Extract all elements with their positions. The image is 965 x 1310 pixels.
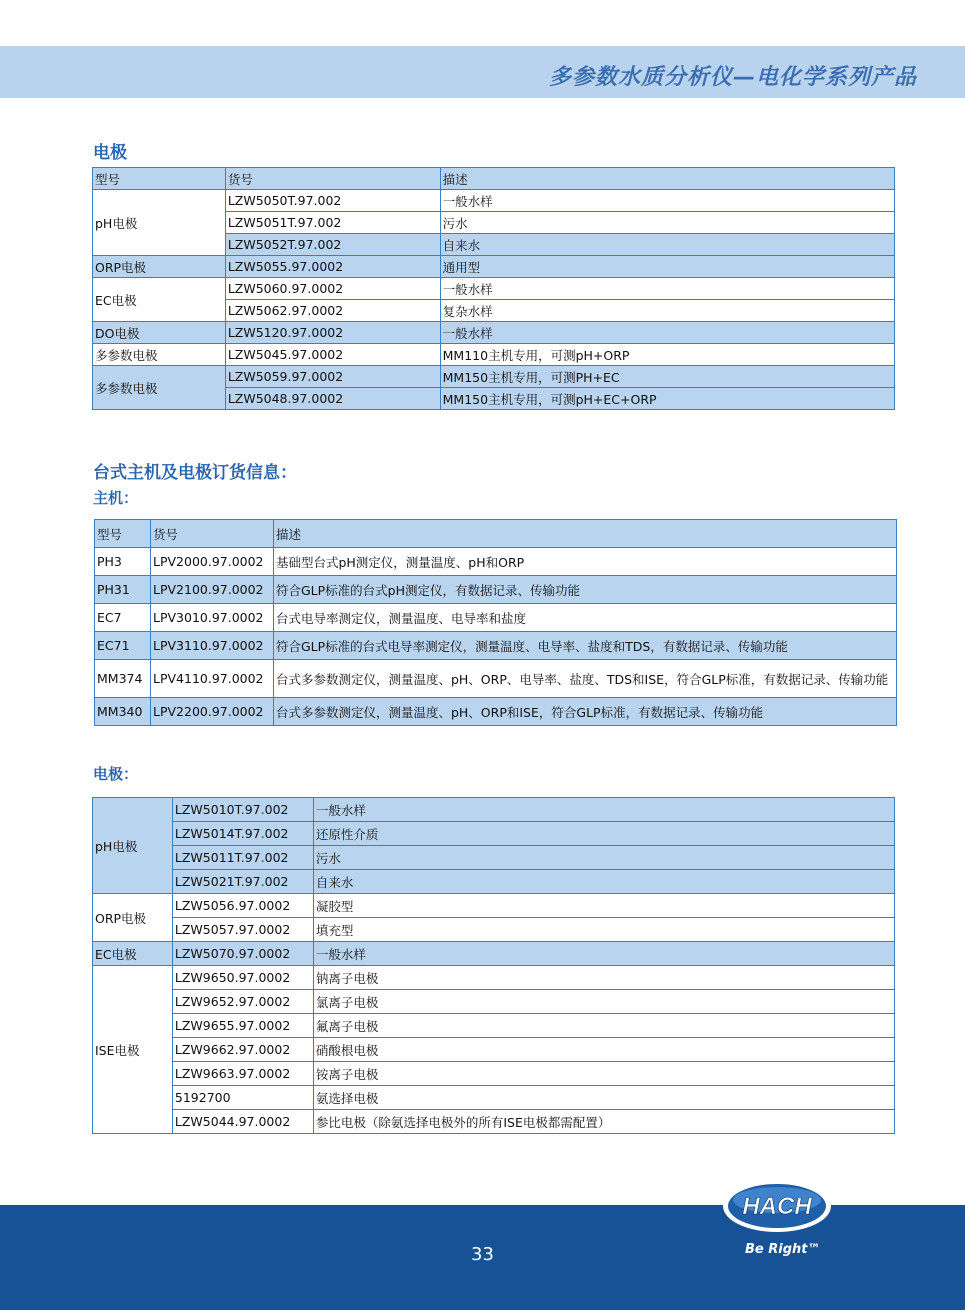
table-row — [93, 278, 895, 300]
header-model: 型号 — [93, 168, 226, 190]
table-row — [93, 1110, 895, 1134]
partno-cell: LZW5059.97.0002 — [225, 366, 440, 388]
table-header-row — [95, 520, 897, 548]
desc-cell: 通用型 — [440, 256, 894, 278]
partno-cell: LPV2200.97.0002 — [150, 698, 273, 726]
desc-cell: 复杂水样 — [440, 300, 894, 322]
header-desc: 描述 — [273, 520, 896, 548]
desc-cell: 自来水 — [313, 870, 894, 894]
desc-cell: 凝胶型 — [313, 894, 894, 918]
partno-cell: LZW5010T.97.002 — [172, 798, 313, 822]
table-row — [93, 1038, 895, 1062]
header-partno: 货号 — [150, 520, 273, 548]
desc-cell: 符合GLP标准的台式pH测定仪，有数据记录、传输功能 — [273, 576, 896, 604]
model-cell: 多参数电极 — [93, 366, 226, 410]
model-cell: MM340 — [95, 698, 151, 726]
model-cell: PH3 — [95, 548, 151, 576]
table-row — [95, 604, 897, 632]
desc-cell: MM150主机专用，可测PH+EC — [440, 366, 894, 388]
partno-cell: LZW5070.97.0002 — [172, 942, 313, 966]
table-row — [93, 1086, 895, 1110]
partno-cell: 5192700 — [172, 1086, 313, 1110]
desc-cell: 氨选择电极 — [313, 1086, 894, 1110]
partno-cell: LZW5057.97.0002 — [172, 918, 313, 942]
partno-cell: LZW5052T.97.002 — [225, 234, 440, 256]
table-row — [93, 918, 895, 942]
model-cell: EC71 — [95, 632, 151, 660]
slogan: Be Right™ — [745, 1242, 821, 1257]
model-cell: pH电极 — [93, 190, 226, 256]
table-row — [93, 846, 895, 870]
desc-cell: 符合GLP标准的台式电导率测定仪，测量温度、电导率、盐度和TDS，有数据记录、传输功能 — [273, 632, 896, 660]
model-cell: ISE电极 — [93, 966, 173, 1134]
desc-cell: 基础型台式pH测定仪，测量温度、pH和ORP — [273, 548, 896, 576]
table-row — [93, 1014, 895, 1038]
table-row — [93, 256, 895, 278]
model-cell: MM374 — [95, 660, 151, 698]
section2-title: 台式主机及电极订货信息： — [93, 463, 297, 483]
model-cell: ORP电极 — [93, 256, 226, 278]
desc-cell: 一般水样 — [313, 942, 894, 966]
header-partno: 货号 — [225, 168, 440, 190]
page-number: 33 — [471, 1244, 494, 1265]
registered-mark: ® — [832, 1188, 841, 1198]
model-cell: ORP电极 — [93, 894, 173, 942]
table-row — [93, 990, 895, 1014]
table-header-row — [93, 168, 895, 190]
partno-cell: LZW5055.97.0002 — [225, 256, 440, 278]
model-cell: 多参数电极 — [93, 344, 226, 366]
partno-cell: LZW9650.97.0002 — [172, 966, 313, 990]
table-row — [93, 322, 895, 344]
partno-cell: LZW9655.97.0002 — [172, 1014, 313, 1038]
partno-cell: LZW5048.97.0002 — [225, 388, 440, 410]
hach-logo — [721, 1178, 833, 1234]
desc-cell: 台式多参数测定仪，测量温度、pH、ORP和ISE，符合GLP标准，有数据记录、传输功能 — [273, 698, 896, 726]
partno-cell: LZW5044.97.0002 — [172, 1110, 313, 1134]
desc-cell: 一般水样 — [440, 322, 894, 344]
desc-cell: 一般水样 — [440, 190, 894, 212]
model-cell: PH31 — [95, 576, 151, 604]
partno-cell: LZW5060.97.0002 — [225, 278, 440, 300]
desc-cell: 硝酸根电极 — [313, 1038, 894, 1062]
partno-cell: LZW5011T.97.002 — [172, 846, 313, 870]
desc-cell: MM150主机专用，可测pH+EC+ORP — [440, 388, 894, 410]
partno-cell: LZW9663.97.0002 — [172, 1062, 313, 1086]
partno-cell: LPV2000.97.0002 — [150, 548, 273, 576]
table-row — [93, 366, 895, 388]
electrode-table — [92, 167, 895, 410]
header-desc: 描述 — [440, 168, 894, 190]
header-banner — [0, 46, 965, 98]
table-row — [95, 660, 897, 698]
partno-cell: LZW5050T.97.002 — [225, 190, 440, 212]
header-title: 多参数水质分析仪—电化学系列产品 — [548, 65, 917, 90]
model-cell: pH电极 — [93, 798, 173, 894]
table-row — [93, 798, 895, 822]
partno-cell: LZW5056.97.0002 — [172, 894, 313, 918]
section2-subtitle: 主机： — [93, 489, 139, 507]
partno-cell: LZW5021T.97.002 — [172, 870, 313, 894]
desc-cell: 填充型 — [313, 918, 894, 942]
desc-cell: 还原性介质 — [313, 822, 894, 846]
desc-cell: 铵离子电极 — [313, 1062, 894, 1086]
table-row — [93, 190, 895, 212]
table-row — [95, 632, 897, 660]
desc-cell: 污水 — [440, 212, 894, 234]
section3-subtitle: 电极： — [93, 765, 139, 783]
desc-cell: 氯离子电极 — [313, 990, 894, 1014]
table-row — [93, 894, 895, 918]
partno-cell: LZW5014T.97.002 — [172, 822, 313, 846]
table-row — [95, 576, 897, 604]
partno-cell: LPV2100.97.0002 — [150, 576, 273, 604]
header-model: 型号 — [95, 520, 151, 548]
desc-cell: 台式多参数测定仪，测量温度、pH、ORP、电导率、盐度、TDS和ISE，符合GLP标准，有数据记录、传输功能 — [273, 660, 896, 698]
partno-cell: LPV3110.97.0002 — [150, 632, 273, 660]
model-cell: EC电极 — [93, 278, 226, 322]
logo-text: HACH — [742, 1193, 812, 1220]
partno-cell: LZW5051T.97.002 — [225, 212, 440, 234]
desc-cell: 钠离子电极 — [313, 966, 894, 990]
table-row — [95, 548, 897, 576]
bench-electrode-table — [92, 797, 895, 1134]
partno-cell: LZW5062.97.0002 — [225, 300, 440, 322]
table-row — [93, 966, 895, 990]
model-cell: DO电极 — [93, 322, 226, 344]
table-row — [93, 1062, 895, 1086]
desc-cell: 一般水样 — [313, 798, 894, 822]
table-row — [93, 344, 895, 366]
partno-cell: LPV3010.97.0002 — [150, 604, 273, 632]
model-cell: EC7 — [95, 604, 151, 632]
desc-cell: 台式电导率测定仪，测量温度、电导率和盐度 — [273, 604, 896, 632]
partno-cell: LZW9652.97.0002 — [172, 990, 313, 1014]
table-row — [95, 698, 897, 726]
partno-cell: LPV4110.97.0002 — [150, 660, 273, 698]
table-row — [93, 822, 895, 846]
desc-cell: MM110主机专用，可测pH+ORP — [440, 344, 894, 366]
table-row — [93, 942, 895, 966]
model-cell: EC电极 — [93, 942, 173, 966]
host-table — [94, 519, 897, 726]
desc-cell: 污水 — [313, 846, 894, 870]
table-row — [93, 870, 895, 894]
section1-title: 电极 — [93, 143, 127, 163]
desc-cell: 自来水 — [440, 234, 894, 256]
partno-cell: LZW5120.97.0002 — [225, 322, 440, 344]
desc-cell: 参比电极（除氨选择电极外的所有ISE电极都需配置） — [313, 1110, 894, 1134]
partno-cell: LZW5045.97.0002 — [225, 344, 440, 366]
desc-cell: 一般水样 — [440, 278, 894, 300]
partno-cell: LZW9662.97.0002 — [172, 1038, 313, 1062]
desc-cell: 氟离子电极 — [313, 1014, 894, 1038]
